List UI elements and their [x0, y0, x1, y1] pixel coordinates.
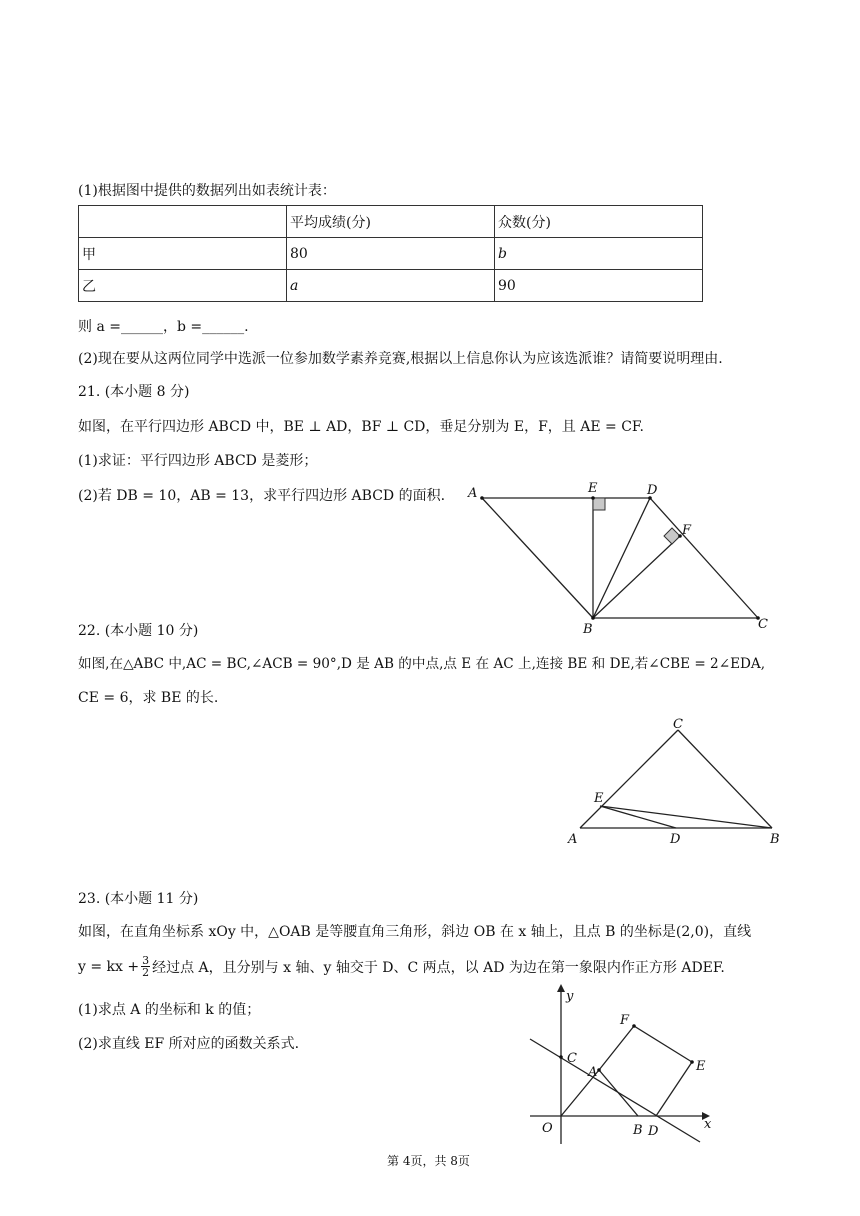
q23-stem-line2	[78, 955, 725, 978]
q23-title: 23. (本小题 11 分)	[78, 891, 199, 907]
q21-part2: (2)若 DB = 10，AB = 13，求平行四边形 ABCD 的面积.	[78, 488, 446, 504]
q22-stem-line2: CE = 6，求 BE 的长.	[78, 690, 219, 706]
q23-stem-line1: 如图，在直角坐标系 xOy 中，△OAB 是等腰直角三角形，斜边 OB 在 x 轴上，且点 B 的坐标是(2,0)，直线	[78, 924, 752, 940]
table-cell: b	[495, 238, 703, 270]
label-C: C	[758, 617, 768, 632]
table-cell: 80	[287, 238, 495, 270]
q21-parallelogram-figure	[460, 470, 780, 640]
label-D: D	[670, 832, 681, 847]
table-header-cell: 平均成绩(分)	[287, 206, 495, 238]
table-header-cell: 众数(分)	[495, 206, 703, 238]
label-D: D	[647, 483, 658, 498]
table-cell: 乙	[79, 270, 287, 302]
q21-part1: (1)求证：平行四边形 ABCD 是菱形；	[78, 453, 318, 469]
q23-equation-suffix: 经过点 A，且分别与 x 轴、y 轴交于 D、C 两点，以 AD 为边在第一象限内作正方形 ADEF.	[152, 959, 725, 976]
q22-triangle-figure	[560, 710, 790, 850]
table-row	[79, 206, 703, 238]
q20-fill-blank: 则 a =______，b =______.	[78, 319, 249, 335]
label-F: F	[682, 523, 692, 538]
q20-part2: (2)现在要从这两位同学中选派一位参加数学素养竞赛,根据以上信息你认为应该选派谁？请简要说明理由.	[78, 351, 723, 367]
table-cell: 甲	[79, 238, 287, 270]
q23-fraction-denominator: 2	[142, 966, 150, 979]
label-C: C	[567, 1051, 577, 1066]
table-row	[79, 270, 703, 302]
label-E: E	[594, 791, 604, 806]
label-B: B	[583, 622, 593, 637]
label-A: A	[468, 486, 478, 501]
label-F: F	[620, 1013, 630, 1028]
q22-title: 22. (本小题 10 分)	[78, 623, 199, 639]
q23-fraction	[141, 955, 150, 978]
label-O: O	[542, 1121, 553, 1136]
label-A: A	[588, 1065, 598, 1080]
q23-part1: (1)求点 A 的坐标和 k 的值；	[78, 1002, 261, 1018]
table-row	[79, 238, 703, 270]
label-D: D	[648, 1124, 659, 1139]
q23-coordinate-figure	[520, 984, 720, 1154]
q20-part1-intro: (1)根据图中提供的数据列出如表统计表：	[78, 183, 336, 199]
table-header-cell	[79, 206, 287, 238]
q22-stem-line1: 如图,在△ABC 中,AC = BC,∠ACB = 90°,D 是 AB 的中点,点 E 在 AC 上,连接 BE 和 DE,若∠CBE = 2∠EDA,	[78, 656, 766, 672]
q23-equation-prefix: y = kx +	[78, 958, 140, 975]
q23-part2: (2)求直线 EF 所对应的函数关系式.	[78, 1036, 300, 1052]
label-B: B	[633, 1123, 643, 1138]
q23-fraction-numerator: 3	[142, 954, 150, 967]
label-x: x	[704, 1117, 712, 1132]
q21-title: 21. (本小题 8 分)	[78, 384, 190, 400]
label-E: E	[696, 1059, 706, 1074]
label-E: E	[588, 481, 598, 496]
q21-stem: 如图，在平行四边形 ABCD 中，BE ⊥ AD，BF ⊥ CD，垂足分别为 E，F，且 AE = CF.	[78, 419, 644, 435]
label-y: y	[566, 989, 574, 1004]
statistics-table	[78, 205, 703, 302]
page-footer: 第 4页，共 8页	[387, 1154, 470, 1168]
label-A: A	[568, 832, 578, 847]
table-cell: a	[287, 270, 495, 302]
label-C: C	[673, 717, 683, 732]
table-cell: 90	[495, 270, 703, 302]
label-B: B	[770, 832, 780, 847]
